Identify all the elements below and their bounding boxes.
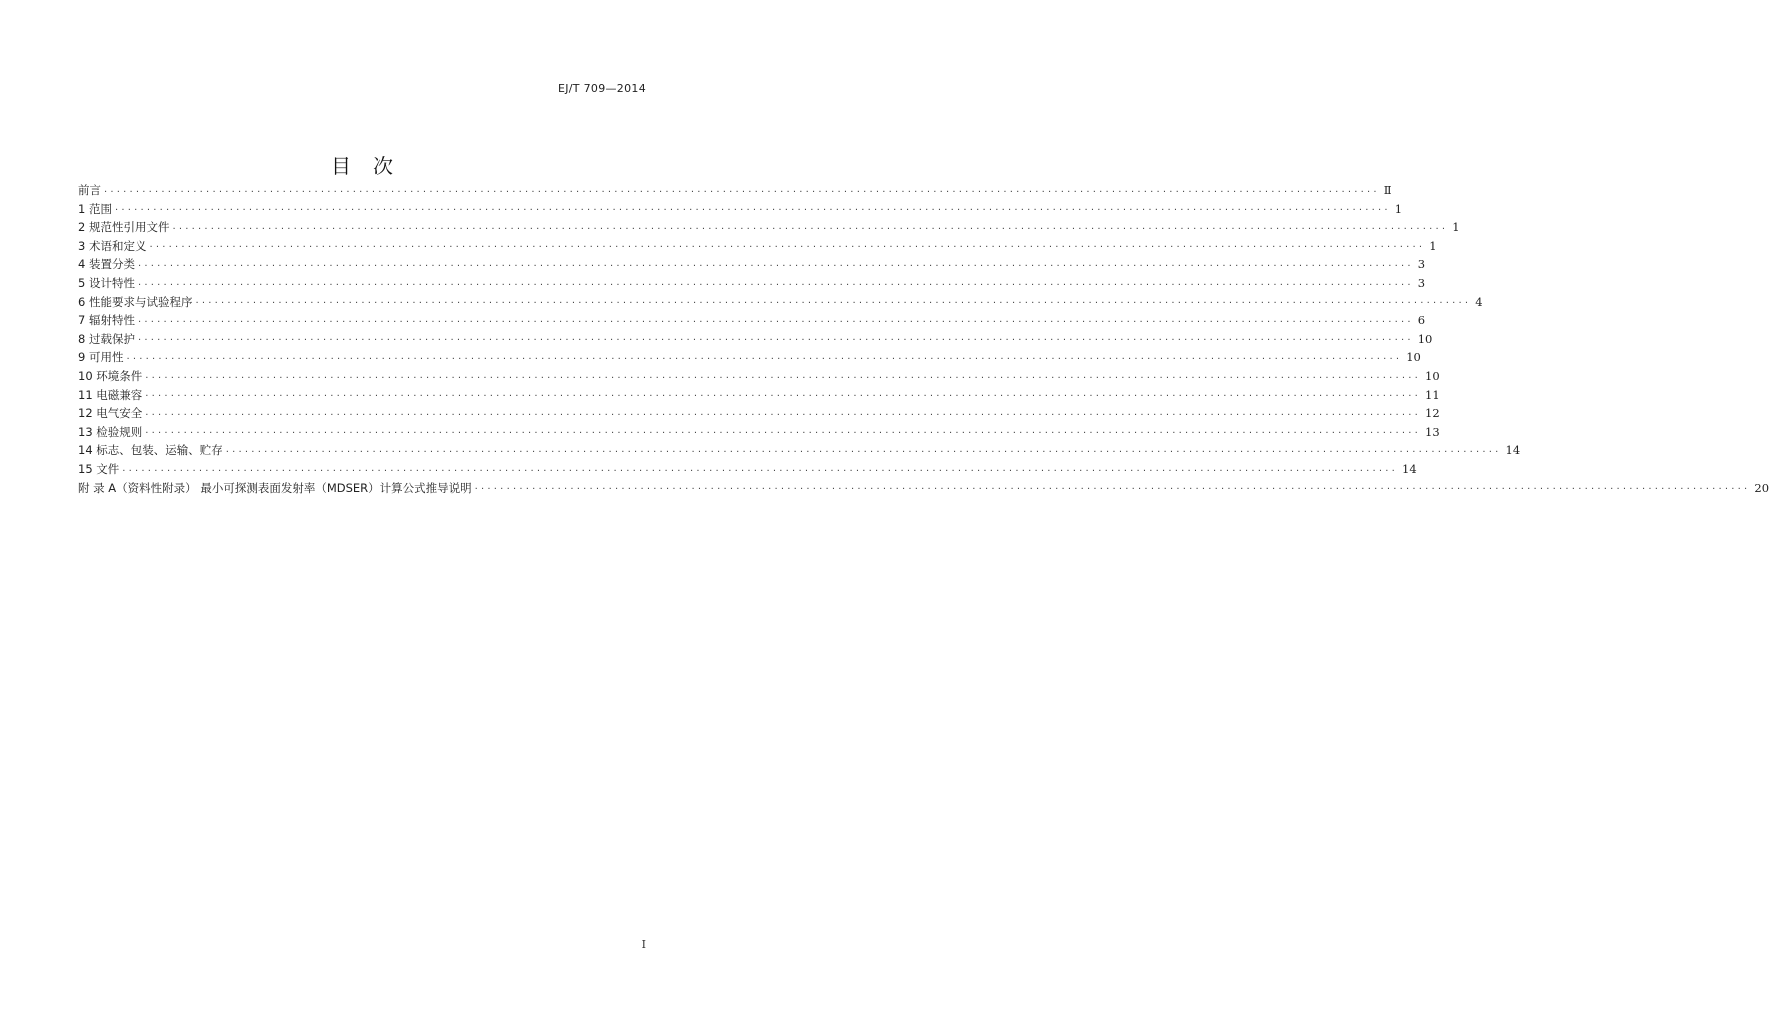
toc-entry-page: 1	[1452, 220, 1460, 235]
toc-entry-label: 7 辐射特性	[78, 313, 135, 328]
toc-leader-dots: ........................................................................................................................................................................................................	[137, 332, 1414, 344]
toc-entry-label: 10 环境条件	[78, 368, 143, 383]
toc-leader-dots: ........................................................................................................................................................................................................	[137, 313, 1414, 325]
toc-entry-page: 1	[1429, 238, 1437, 253]
toc-leader-dots: ........................................................................................................................................................................................................	[149, 239, 1426, 251]
toc-entry[interactable]	[78, 255, 1426, 274]
toc-entry-page: 6	[1417, 313, 1426, 328]
toc-leader-dots: ........................................................................................................................................................................................................	[104, 183, 1380, 195]
toc-entry-label: 3 术语和定义	[78, 238, 147, 253]
toc-entry-label: 附 录 A（资料性附录） 最小可探测表面发射率（MDSER）计算公式推导说明	[78, 480, 472, 495]
toc-leader-dots: ........................................................................................................................................................................................................	[195, 295, 1472, 307]
toc-entry-page: 3	[1417, 257, 1426, 272]
toc-entry[interactable]	[78, 200, 1403, 219]
toc-entry[interactable]	[78, 423, 1440, 442]
toc-leader-dots: ........................................................................................................................................................................................................	[137, 257, 1414, 269]
toc-entry-page: 3	[1417, 275, 1426, 290]
page-number: I	[641, 938, 646, 951]
toc-entry-label: 2 规范性引用文件	[78, 220, 170, 235]
toc-entry-page: Ⅱ	[1383, 183, 1392, 197]
toc-entry-page: 13	[1425, 424, 1440, 439]
document-code: EJ/T 709—2014	[557, 82, 646, 95]
toc-leader-dots: ........................................................................................................................................................................................................	[126, 350, 1403, 362]
toc-entry[interactable]	[78, 441, 1521, 460]
toc-entry[interactable]	[78, 479, 1769, 498]
page-title: 目次	[331, 154, 415, 178]
toc-entry[interactable]	[78, 218, 1460, 237]
toc-entry-label: 6 性能要求与试验程序	[78, 294, 193, 309]
toc-entry-label: 5 设计特性	[78, 275, 135, 290]
toc-entry[interactable]	[78, 404, 1440, 423]
toc-entry-page: 1	[1394, 201, 1403, 216]
toc-entry-label: 11 电磁兼容	[78, 387, 143, 402]
toc-entry[interactable]	[78, 181, 1392, 200]
toc-entry-page: 14	[1402, 461, 1417, 476]
toc-entry-page: 4	[1475, 294, 1483, 309]
toc-entry-page: 10	[1425, 368, 1440, 383]
toc-entry[interactable]	[78, 274, 1426, 293]
toc-entry-label: 4 装置分类	[78, 257, 135, 272]
toc-entry-page: 10	[1406, 350, 1421, 365]
toc-entry-page: 20	[1754, 480, 1769, 495]
toc-entry[interactable]	[78, 367, 1440, 386]
toc-leader-dots: ........................................................................................................................................................................................................	[145, 406, 1422, 418]
toc-entry-page: 10	[1417, 331, 1433, 346]
toc-entry[interactable]	[78, 237, 1437, 256]
toc-leader-dots: ........................................................................................................................................................................................................	[137, 276, 1414, 288]
toc-entry-page: 11	[1425, 387, 1440, 402]
toc-entry[interactable]	[78, 386, 1440, 405]
toc-leader-dots: ........................................................................................................................................................................................................	[114, 202, 1391, 214]
toc-leader-dots: ........................................................................................................................................................................................................	[145, 388, 1422, 400]
toc-leader-dots: ........................................................................................................................................................................................................	[122, 462, 1399, 474]
toc-entry-label: 14 标志、包装、运输、贮存	[78, 443, 223, 458]
toc-entry[interactable]	[78, 311, 1426, 330]
toc-leader-dots: ........................................................................................................................................................................................................	[225, 443, 1502, 455]
toc-leader-dots: ........................................................................................................................................................................................................	[145, 369, 1422, 381]
toc-entry-label: 9 可用性	[78, 350, 124, 365]
toc-entry[interactable]	[78, 460, 1417, 479]
toc-leader-dots: ........................................................................................................................................................................................................	[172, 220, 1449, 232]
toc-leader-dots: ........................................................................................................................................................................................................	[474, 481, 1751, 493]
toc-entry-label: 15 文件	[78, 461, 120, 476]
toc-entry-label: 12 电气安全	[78, 406, 143, 421]
toc-entry-label: 8 过载保护	[78, 331, 135, 346]
toc-entry-page: 14	[1505, 443, 1521, 458]
toc-entry[interactable]	[78, 330, 1433, 349]
table-of-contents	[78, 181, 1769, 497]
toc-entry[interactable]	[78, 348, 1421, 367]
toc-entry[interactable]	[78, 293, 1483, 312]
toc-entry-page: 12	[1425, 406, 1440, 421]
toc-entry-label: 1 范围	[78, 201, 112, 216]
toc-leader-dots: ........................................................................................................................................................................................................	[145, 425, 1422, 437]
toc-entry-label: 前言	[78, 183, 101, 197]
toc-entry-label: 13 检验规则	[78, 424, 143, 439]
